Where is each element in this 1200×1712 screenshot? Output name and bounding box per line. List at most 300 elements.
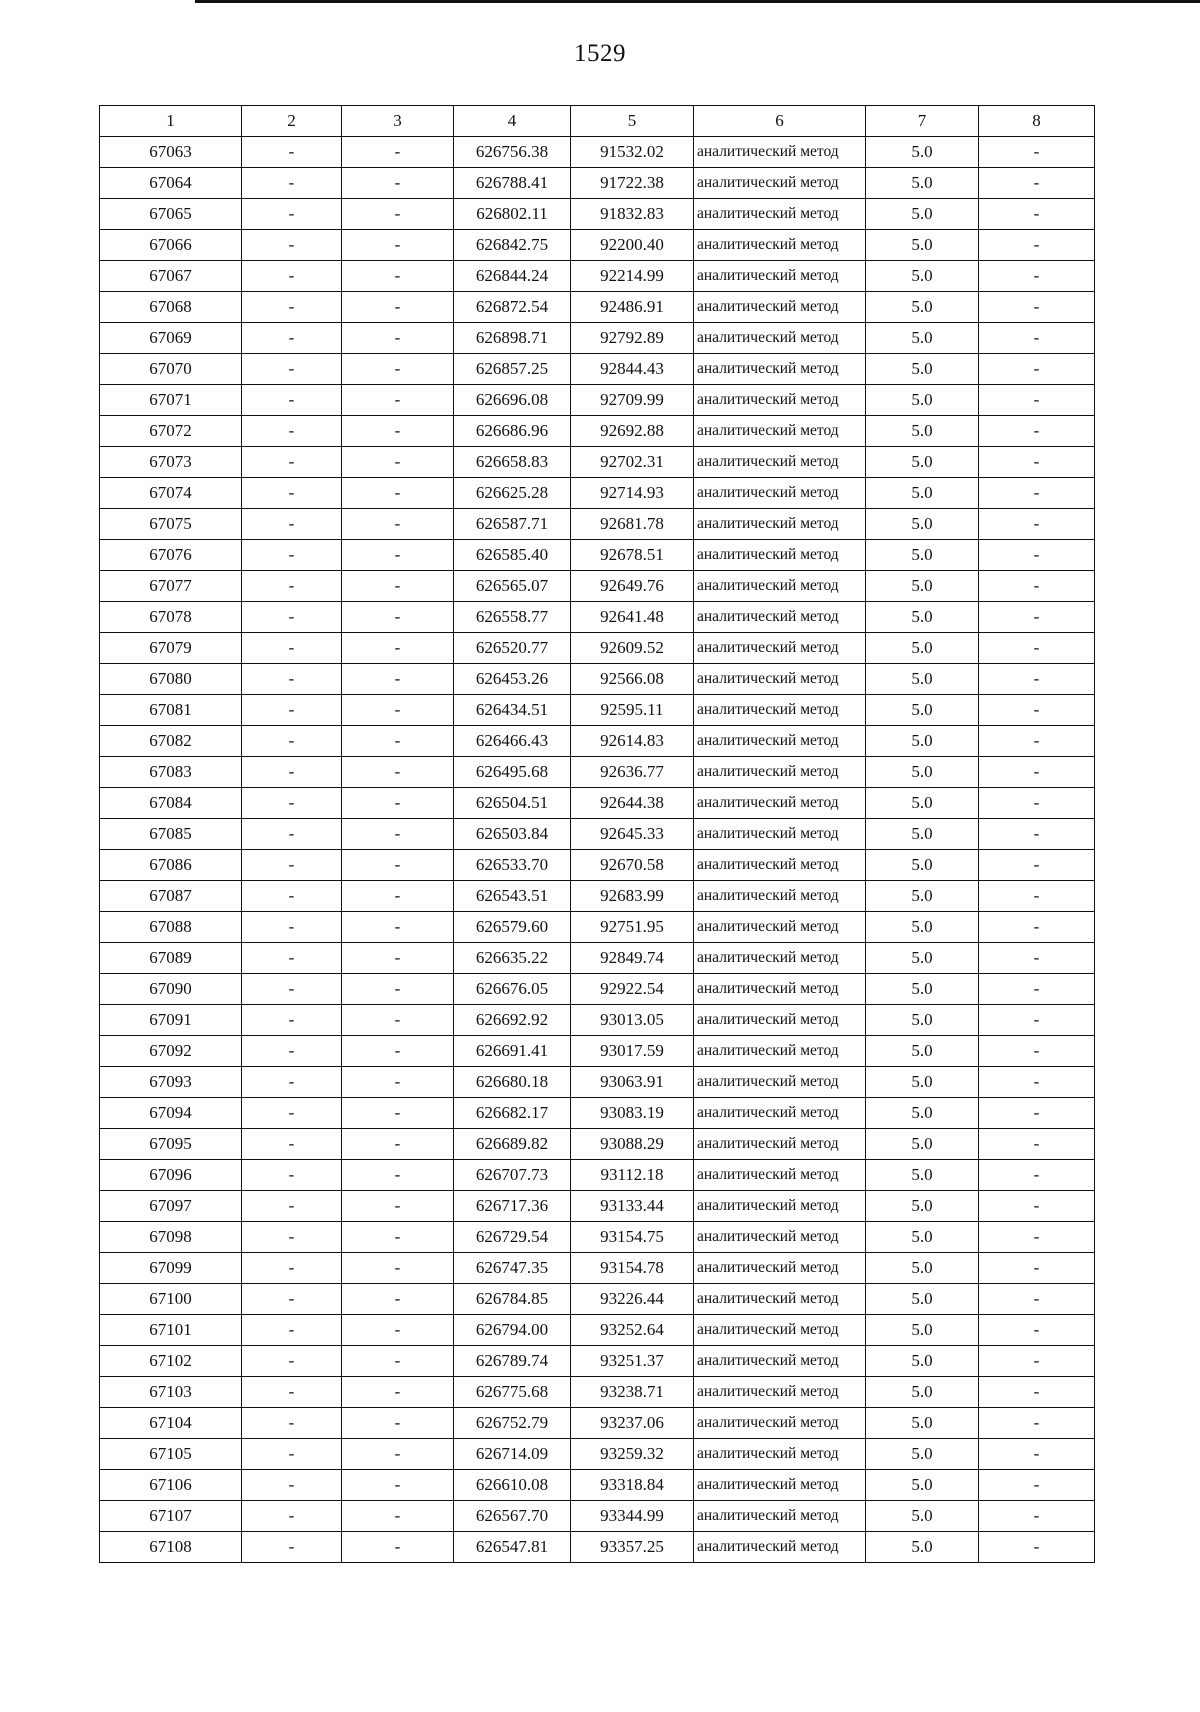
table-body (100, 137, 1095, 1563)
y-coordinate-cell: 93133.44 (571, 1191, 694, 1222)
method-cell: аналитический метод (694, 1036, 866, 1067)
col8-cell: - (979, 757, 1095, 788)
x-coordinate-cell: 626565.07 (454, 571, 571, 602)
col3-cell: - (342, 478, 454, 509)
table-row (100, 540, 1095, 571)
table-row (100, 850, 1095, 881)
col8-cell: - (979, 633, 1095, 664)
table-row (100, 137, 1095, 168)
point-number-cell: 67075 (100, 509, 242, 540)
point-number-cell: 67080 (100, 664, 242, 695)
table-row (100, 1346, 1095, 1377)
method-cell: аналитический метод (694, 137, 866, 168)
accuracy-cell: 5.0 (866, 261, 979, 292)
col8-cell: - (979, 1532, 1095, 1563)
method-cell: аналитический метод (694, 1191, 866, 1222)
col3-cell: - (342, 602, 454, 633)
table-row (100, 1191, 1095, 1222)
col2-cell: - (242, 695, 342, 726)
point-number-cell: 67065 (100, 199, 242, 230)
col2-cell: - (242, 447, 342, 478)
x-coordinate-cell: 626682.17 (454, 1098, 571, 1129)
col8-cell: - (979, 1501, 1095, 1532)
accuracy-cell: 5.0 (866, 1036, 979, 1067)
accuracy-cell: 5.0 (866, 1501, 979, 1532)
col2-cell: - (242, 1098, 342, 1129)
table-row (100, 416, 1095, 447)
col3-cell: - (342, 1346, 454, 1377)
accuracy-cell: 5.0 (866, 726, 979, 757)
col3-cell: - (342, 509, 454, 540)
col3-cell: - (342, 726, 454, 757)
x-coordinate-cell: 626784.85 (454, 1284, 571, 1315)
accuracy-cell: 5.0 (866, 788, 979, 819)
y-coordinate-cell: 93083.19 (571, 1098, 694, 1129)
method-cell: аналитический метод (694, 1470, 866, 1501)
col3-cell: - (342, 416, 454, 447)
method-cell: аналитический метод (694, 1067, 866, 1098)
x-coordinate-cell: 626585.40 (454, 540, 571, 571)
y-coordinate-cell: 92641.48 (571, 602, 694, 633)
accuracy-cell: 5.0 (866, 757, 979, 788)
col8-cell: - (979, 292, 1095, 323)
point-number-cell: 67099 (100, 1253, 242, 1284)
method-cell: аналитический метод (694, 850, 866, 881)
col8-cell: - (979, 230, 1095, 261)
y-coordinate-cell: 92751.95 (571, 912, 694, 943)
method-cell: аналитический метод (694, 292, 866, 323)
col3-cell: - (342, 633, 454, 664)
method-cell: аналитический метод (694, 230, 866, 261)
col8-cell: - (979, 912, 1095, 943)
accuracy-cell: 5.0 (866, 1284, 979, 1315)
col8-cell: - (979, 850, 1095, 881)
col2-cell: - (242, 385, 342, 416)
y-coordinate-cell: 93088.29 (571, 1129, 694, 1160)
x-coordinate-cell: 626714.09 (454, 1439, 571, 1470)
x-coordinate-cell: 626789.74 (454, 1346, 571, 1377)
point-number-cell: 67089 (100, 943, 242, 974)
col3-cell: - (342, 199, 454, 230)
col3-cell: - (342, 137, 454, 168)
col2-cell: - (242, 1470, 342, 1501)
table-row (100, 1408, 1095, 1439)
col3-cell: - (342, 881, 454, 912)
point-number-cell: 67095 (100, 1129, 242, 1160)
col3-cell: - (342, 385, 454, 416)
y-coordinate-cell: 91532.02 (571, 137, 694, 168)
col8-cell: - (979, 1377, 1095, 1408)
accuracy-cell: 5.0 (866, 385, 979, 416)
table-row (100, 1377, 1095, 1408)
point-number-cell: 67079 (100, 633, 242, 664)
y-coordinate-cell: 92681.78 (571, 509, 694, 540)
col8-cell: - (979, 788, 1095, 819)
col2-cell: - (242, 788, 342, 819)
table-row (100, 1222, 1095, 1253)
col2-cell: - (242, 943, 342, 974)
point-number-cell: 67077 (100, 571, 242, 602)
col8-cell: - (979, 819, 1095, 850)
y-coordinate-cell: 92792.89 (571, 323, 694, 354)
table-row (100, 1129, 1095, 1160)
col8-cell: - (979, 881, 1095, 912)
col3-cell: - (342, 1005, 454, 1036)
table-row (100, 1315, 1095, 1346)
col8-cell: - (979, 571, 1095, 602)
y-coordinate-cell: 93013.05 (571, 1005, 694, 1036)
col8-cell: - (979, 726, 1095, 757)
x-coordinate-cell: 626610.08 (454, 1470, 571, 1501)
x-coordinate-cell: 626495.68 (454, 757, 571, 788)
point-number-cell: 67107 (100, 1501, 242, 1532)
accuracy-cell: 5.0 (866, 1222, 979, 1253)
col2-cell: - (242, 633, 342, 664)
col8-cell: - (979, 1408, 1095, 1439)
method-cell: аналитический метод (694, 1129, 866, 1160)
col3-cell: - (342, 757, 454, 788)
table-row (100, 1036, 1095, 1067)
accuracy-cell: 5.0 (866, 230, 979, 261)
accuracy-cell: 5.0 (866, 664, 979, 695)
col8-cell: - (979, 354, 1095, 385)
y-coordinate-cell: 92678.51 (571, 540, 694, 571)
col2-cell: - (242, 230, 342, 261)
column-header: 3 (342, 106, 454, 137)
col2-cell: - (242, 602, 342, 633)
y-coordinate-cell: 92200.40 (571, 230, 694, 261)
point-number-cell: 67108 (100, 1532, 242, 1563)
accuracy-cell: 5.0 (866, 602, 979, 633)
accuracy-cell: 5.0 (866, 323, 979, 354)
accuracy-cell: 5.0 (866, 571, 979, 602)
x-coordinate-cell: 626752.79 (454, 1408, 571, 1439)
point-number-cell: 67067 (100, 261, 242, 292)
y-coordinate-cell: 93112.18 (571, 1160, 694, 1191)
table-row (100, 261, 1095, 292)
accuracy-cell: 5.0 (866, 1408, 979, 1439)
accuracy-cell: 5.0 (866, 633, 979, 664)
x-coordinate-cell: 626747.35 (454, 1253, 571, 1284)
col3-cell: - (342, 664, 454, 695)
point-number-cell: 67098 (100, 1222, 242, 1253)
point-number-cell: 67092 (100, 1036, 242, 1067)
table-row (100, 509, 1095, 540)
point-number-cell: 67084 (100, 788, 242, 819)
point-number-cell: 67100 (100, 1284, 242, 1315)
method-cell: аналитический метод (694, 416, 866, 447)
col8-cell: - (979, 1253, 1095, 1284)
col2-cell: - (242, 1439, 342, 1470)
table-row (100, 385, 1095, 416)
col2-cell: - (242, 757, 342, 788)
table-header-row (100, 106, 1095, 137)
y-coordinate-cell: 93238.71 (571, 1377, 694, 1408)
x-coordinate-cell: 626635.22 (454, 943, 571, 974)
table-row (100, 1005, 1095, 1036)
col3-cell: - (342, 1222, 454, 1253)
col8-cell: - (979, 447, 1095, 478)
col2-cell: - (242, 261, 342, 292)
x-coordinate-cell: 626466.43 (454, 726, 571, 757)
col2-cell: - (242, 1191, 342, 1222)
table-row (100, 695, 1095, 726)
accuracy-cell: 5.0 (866, 850, 979, 881)
column-header: 5 (571, 106, 694, 137)
table-row (100, 1470, 1095, 1501)
point-number-cell: 67102 (100, 1346, 242, 1377)
accuracy-cell: 5.0 (866, 199, 979, 230)
col3-cell: - (342, 695, 454, 726)
col3-cell: - (342, 1470, 454, 1501)
method-cell: аналитический метод (694, 695, 866, 726)
method-cell: аналитический метод (694, 757, 866, 788)
table-row (100, 664, 1095, 695)
x-coordinate-cell: 626872.54 (454, 292, 571, 323)
method-cell: аналитический метод (694, 788, 866, 819)
x-coordinate-cell: 626658.83 (454, 447, 571, 478)
y-coordinate-cell: 93017.59 (571, 1036, 694, 1067)
point-number-cell: 67087 (100, 881, 242, 912)
point-number-cell: 67082 (100, 726, 242, 757)
table-row (100, 788, 1095, 819)
col2-cell: - (242, 850, 342, 881)
column-header: 1 (100, 106, 242, 137)
col8-cell: - (979, 1005, 1095, 1036)
col3-cell: - (342, 1532, 454, 1563)
col2-cell: - (242, 199, 342, 230)
col3-cell: - (342, 974, 454, 1005)
col2-cell: - (242, 292, 342, 323)
x-coordinate-cell: 626567.70 (454, 1501, 571, 1532)
accuracy-cell: 5.0 (866, 881, 979, 912)
col8-cell: - (979, 695, 1095, 726)
col8-cell: - (979, 261, 1095, 292)
method-cell: аналитический метод (694, 1346, 866, 1377)
method-cell: аналитический метод (694, 385, 866, 416)
col2-cell: - (242, 726, 342, 757)
x-coordinate-cell: 626543.51 (454, 881, 571, 912)
col8-cell: - (979, 602, 1095, 633)
point-number-cell: 67088 (100, 912, 242, 943)
col3-cell: - (342, 1408, 454, 1439)
point-number-cell: 67105 (100, 1439, 242, 1470)
method-cell: аналитический метод (694, 664, 866, 695)
accuracy-cell: 5.0 (866, 1439, 979, 1470)
y-coordinate-cell: 92614.83 (571, 726, 694, 757)
table-row (100, 1501, 1095, 1532)
y-coordinate-cell: 93344.99 (571, 1501, 694, 1532)
col3-cell: - (342, 850, 454, 881)
accuracy-cell: 5.0 (866, 1377, 979, 1408)
x-coordinate-cell: 626558.77 (454, 602, 571, 633)
y-coordinate-cell: 92644.38 (571, 788, 694, 819)
column-header: 6 (694, 106, 866, 137)
column-header: 8 (979, 106, 1095, 137)
col2-cell: - (242, 1501, 342, 1532)
table-row (100, 943, 1095, 974)
col2-cell: - (242, 1067, 342, 1098)
method-cell: аналитический метод (694, 1098, 866, 1129)
table-row (100, 447, 1095, 478)
table-row (100, 323, 1095, 354)
col2-cell: - (242, 881, 342, 912)
y-coordinate-cell: 93063.91 (571, 1067, 694, 1098)
col3-cell: - (342, 571, 454, 602)
y-coordinate-cell: 93252.64 (571, 1315, 694, 1346)
accuracy-cell: 5.0 (866, 1098, 979, 1129)
table-row (100, 912, 1095, 943)
table-row (100, 974, 1095, 1005)
table-row (100, 1253, 1095, 1284)
y-coordinate-cell: 93251.37 (571, 1346, 694, 1377)
y-coordinate-cell: 92692.88 (571, 416, 694, 447)
col2-cell: - (242, 819, 342, 850)
y-coordinate-cell: 92714.93 (571, 478, 694, 509)
col3-cell: - (342, 943, 454, 974)
point-number-cell: 67085 (100, 819, 242, 850)
col3-cell: - (342, 447, 454, 478)
col8-cell: - (979, 664, 1095, 695)
table-row (100, 230, 1095, 261)
method-cell: аналитический метод (694, 1315, 866, 1346)
method-cell: аналитический метод (694, 168, 866, 199)
column-header: 2 (242, 106, 342, 137)
point-number-cell: 67070 (100, 354, 242, 385)
point-number-cell: 67074 (100, 478, 242, 509)
col2-cell: - (242, 1253, 342, 1284)
accuracy-cell: 5.0 (866, 912, 979, 943)
method-cell: аналитический метод (694, 1284, 866, 1315)
col8-cell: - (979, 478, 1095, 509)
col2-cell: - (242, 478, 342, 509)
col2-cell: - (242, 1129, 342, 1160)
col3-cell: - (342, 1098, 454, 1129)
col8-cell: - (979, 385, 1095, 416)
col3-cell: - (342, 1501, 454, 1532)
method-cell: аналитический метод (694, 881, 866, 912)
point-number-cell: 67104 (100, 1408, 242, 1439)
col3-cell: - (342, 1284, 454, 1315)
col8-cell: - (979, 1160, 1095, 1191)
accuracy-cell: 5.0 (866, 292, 979, 323)
method-cell: аналитический метод (694, 261, 866, 292)
point-number-cell: 67106 (100, 1470, 242, 1501)
col2-cell: - (242, 974, 342, 1005)
col2-cell: - (242, 137, 342, 168)
col2-cell: - (242, 1346, 342, 1377)
y-coordinate-cell: 93318.84 (571, 1470, 694, 1501)
col8-cell: - (979, 1098, 1095, 1129)
col3-cell: - (342, 168, 454, 199)
col3-cell: - (342, 1191, 454, 1222)
method-cell: аналитический метод (694, 354, 866, 385)
col2-cell: - (242, 664, 342, 695)
col8-cell: - (979, 199, 1095, 230)
x-coordinate-cell: 626692.92 (454, 1005, 571, 1036)
y-coordinate-cell: 92486.91 (571, 292, 694, 323)
point-number-cell: 67101 (100, 1315, 242, 1346)
table-row (100, 819, 1095, 850)
method-cell: аналитический метод (694, 323, 866, 354)
accuracy-cell: 5.0 (866, 974, 979, 1005)
accuracy-cell: 5.0 (866, 943, 979, 974)
col2-cell: - (242, 1005, 342, 1036)
col3-cell: - (342, 1253, 454, 1284)
x-coordinate-cell: 626680.18 (454, 1067, 571, 1098)
table-row (100, 168, 1095, 199)
accuracy-cell: 5.0 (866, 1191, 979, 1222)
table-row (100, 1284, 1095, 1315)
y-coordinate-cell: 92849.74 (571, 943, 694, 974)
col3-cell: - (342, 261, 454, 292)
col3-cell: - (342, 1377, 454, 1408)
col8-cell: - (979, 540, 1095, 571)
y-coordinate-cell: 93154.78 (571, 1253, 694, 1284)
table-row (100, 1098, 1095, 1129)
point-number-cell: 67090 (100, 974, 242, 1005)
table-row (100, 1439, 1095, 1470)
y-coordinate-cell: 92709.99 (571, 385, 694, 416)
col3-cell: - (342, 788, 454, 819)
col2-cell: - (242, 1315, 342, 1346)
col8-cell: - (979, 1470, 1095, 1501)
col3-cell: - (342, 230, 454, 261)
col2-cell: - (242, 571, 342, 602)
table-row (100, 1532, 1095, 1563)
point-number-cell: 67069 (100, 323, 242, 354)
y-coordinate-cell: 91832.83 (571, 199, 694, 230)
accuracy-cell: 5.0 (866, 695, 979, 726)
x-coordinate-cell: 626520.77 (454, 633, 571, 664)
accuracy-cell: 5.0 (866, 1160, 979, 1191)
x-coordinate-cell: 626717.36 (454, 1191, 571, 1222)
col2-cell: - (242, 1408, 342, 1439)
y-coordinate-cell: 92645.33 (571, 819, 694, 850)
y-coordinate-cell: 92649.76 (571, 571, 694, 602)
method-cell: аналитический метод (694, 509, 866, 540)
table-row (100, 199, 1095, 230)
x-coordinate-cell: 626504.51 (454, 788, 571, 819)
point-number-cell: 67071 (100, 385, 242, 416)
point-number-cell: 67093 (100, 1067, 242, 1098)
table-row (100, 354, 1095, 385)
x-coordinate-cell: 626686.96 (454, 416, 571, 447)
method-cell: аналитический метод (694, 199, 866, 230)
accuracy-cell: 5.0 (866, 509, 979, 540)
accuracy-cell: 5.0 (866, 1315, 979, 1346)
method-cell: аналитический метод (694, 633, 866, 664)
accuracy-cell: 5.0 (866, 1470, 979, 1501)
accuracy-cell: 5.0 (866, 1005, 979, 1036)
accuracy-cell: 5.0 (866, 1067, 979, 1098)
accuracy-cell: 5.0 (866, 416, 979, 447)
y-coordinate-cell: 93237.06 (571, 1408, 694, 1439)
col8-cell: - (979, 1129, 1095, 1160)
col2-cell: - (242, 1222, 342, 1253)
point-number-cell: 67072 (100, 416, 242, 447)
col8-cell: - (979, 974, 1095, 1005)
method-cell: аналитический метод (694, 1408, 866, 1439)
x-coordinate-cell: 626775.68 (454, 1377, 571, 1408)
accuracy-cell: 5.0 (866, 1253, 979, 1284)
y-coordinate-cell: 92844.43 (571, 354, 694, 385)
point-number-cell: 67064 (100, 168, 242, 199)
method-cell: аналитический метод (694, 974, 866, 1005)
col3-cell: - (342, 1129, 454, 1160)
accuracy-cell: 5.0 (866, 168, 979, 199)
accuracy-cell: 5.0 (866, 1346, 979, 1377)
